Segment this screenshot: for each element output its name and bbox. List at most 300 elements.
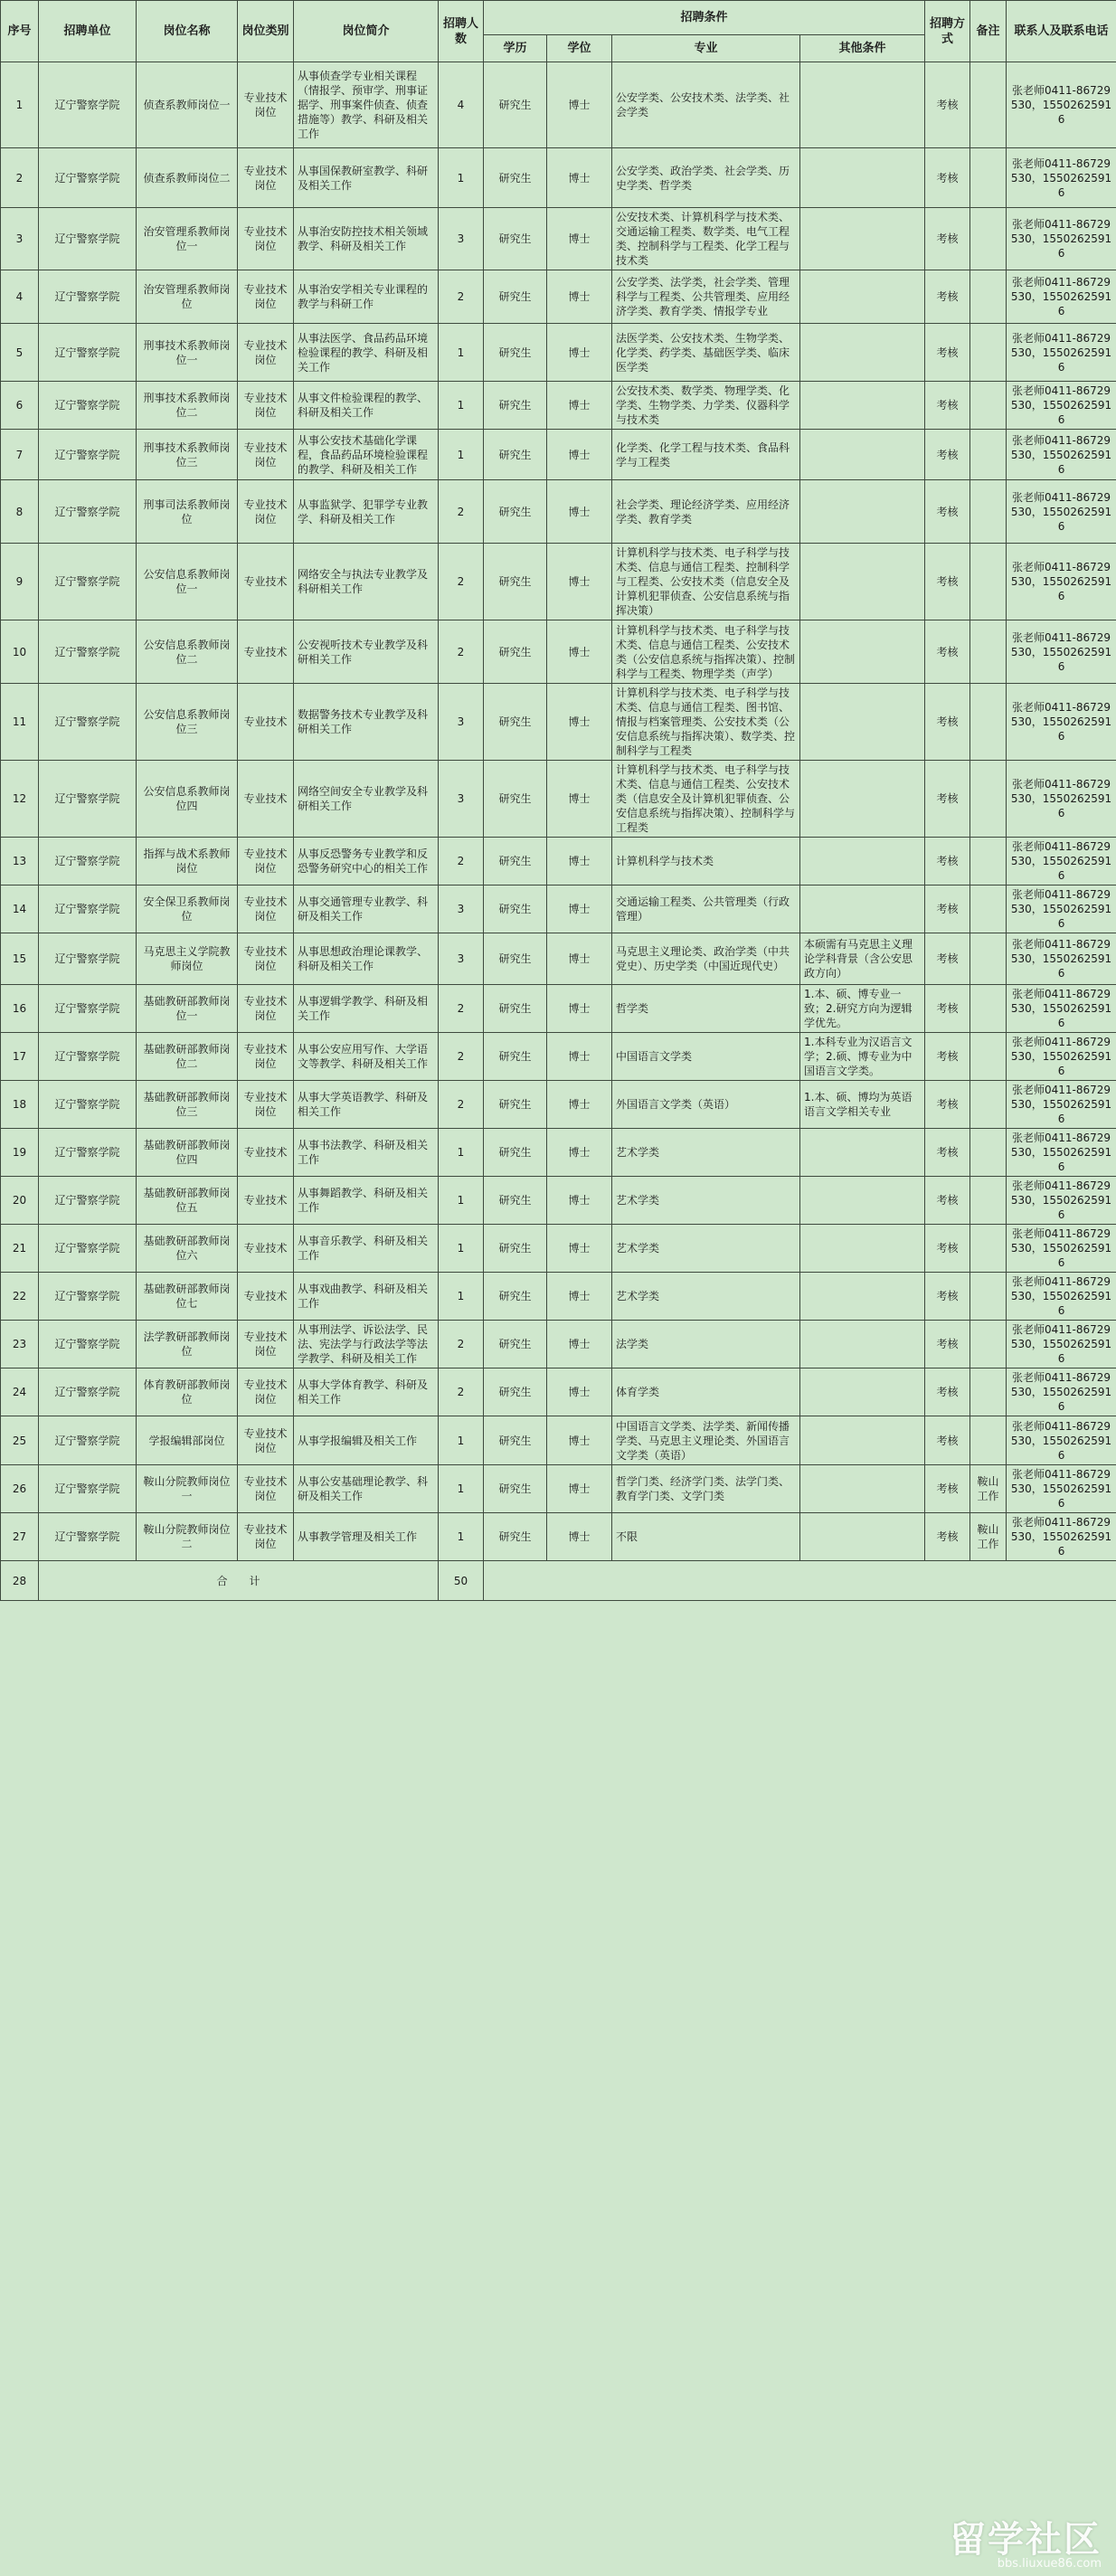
cell-seq: 4 — [1, 270, 39, 324]
watermark-logo: 留学社区 — [950, 2519, 1102, 2561]
cell-degree: 博士 — [547, 208, 612, 270]
cell-contact: 张老师0411-86729530，15502625916 — [1007, 1225, 1116, 1273]
cell-other — [800, 620, 925, 684]
cell-education: 研究生 — [484, 480, 547, 544]
cell-seq: 27 — [1, 1513, 39, 1561]
cell-method: 考核 — [925, 480, 970, 544]
cell-major: 化学类、化学工程与技术类、食品科学与工程类 — [612, 430, 800, 480]
cell-unit: 辽宁警察学院 — [39, 1416, 137, 1465]
cell-unit: 辽宁警察学院 — [39, 324, 137, 382]
cell-unit: 辽宁警察学院 — [39, 838, 137, 886]
cell-degree: 博士 — [547, 270, 612, 324]
cell-count: 2 — [439, 985, 484, 1033]
cell-other — [800, 270, 925, 324]
cell-degree: 博士 — [547, 886, 612, 933]
cell-method: 考核 — [925, 1033, 970, 1081]
cell-degree: 博士 — [547, 544, 612, 620]
cell-position: 体育教研部教师岗位 — [137, 1368, 238, 1416]
cell-unit: 辽宁警察学院 — [39, 382, 137, 430]
cell-remark — [970, 382, 1007, 430]
cell-method: 考核 — [925, 1368, 970, 1416]
cell-intro: 从事公安基础理论教学、科研及相关工作 — [294, 1465, 439, 1513]
cell-method: 考核 — [925, 1513, 970, 1561]
cell-remark — [970, 1129, 1007, 1177]
cell-degree: 博士 — [547, 1321, 612, 1368]
table-row — [1, 933, 1116, 985]
cell-method: 考核 — [925, 148, 970, 208]
cell-method: 考核 — [925, 544, 970, 620]
table-body — [1, 62, 1116, 1561]
header-contact: 联系人及联系电话 — [1007, 1, 1116, 62]
cell-seq: 2 — [1, 148, 39, 208]
cell-method: 考核 — [925, 1081, 970, 1129]
cell-category: 专业技术岗位 — [238, 430, 294, 480]
cell-education: 研究生 — [484, 838, 547, 886]
cell-category: 专业技术岗位 — [238, 1321, 294, 1368]
cell-count: 2 — [439, 480, 484, 544]
cell-count: 1 — [439, 1465, 484, 1513]
cell-position: 刑事技术系教师岗位二 — [137, 382, 238, 430]
header-count: 招聘人数 — [439, 1, 484, 62]
cell-remark — [970, 1225, 1007, 1273]
header-degree: 学位 — [547, 35, 612, 62]
table-row — [1, 985, 1116, 1033]
cell-count: 3 — [439, 761, 484, 838]
cell-count: 3 — [439, 208, 484, 270]
cell-count: 2 — [439, 1081, 484, 1129]
total-count: 50 — [439, 1561, 484, 1601]
cell-degree: 博士 — [547, 620, 612, 684]
cell-intro: 从事大学体育教学、科研及相关工作 — [294, 1368, 439, 1416]
cell-position: 基础教研部教师岗位七 — [137, 1273, 238, 1321]
cell-count: 1 — [439, 1177, 484, 1225]
cell-unit: 辽宁警察学院 — [39, 761, 137, 838]
cell-intro: 从事学报编辑及相关工作 — [294, 1416, 439, 1465]
cell-education: 研究生 — [484, 148, 547, 208]
cell-degree: 博士 — [547, 838, 612, 886]
table-row — [1, 1033, 1116, 1081]
cell-contact: 张老师0411-86729530，15502625916 — [1007, 62, 1116, 148]
cell-category: 专业技术岗位 — [238, 208, 294, 270]
cell-method: 考核 — [925, 1129, 970, 1177]
cell-remark — [970, 148, 1007, 208]
cell-other — [800, 382, 925, 430]
cell-major: 公安学类、政治学类、社会学类、历史学类、哲学类 — [612, 148, 800, 208]
cell-intro: 从事监狱学、犯罪学专业教学、科研及相关工作 — [294, 480, 439, 544]
total-seq: 28 — [1, 1561, 39, 1601]
cell-remark — [970, 430, 1007, 480]
cell-education: 研究生 — [484, 985, 547, 1033]
cell-seq: 14 — [1, 886, 39, 933]
cell-seq: 6 — [1, 382, 39, 430]
cell-other — [800, 684, 925, 761]
cell-count: 1 — [439, 1225, 484, 1273]
header-method: 招聘方式 — [925, 1, 970, 62]
cell-seq: 5 — [1, 324, 39, 382]
cell-major: 外国语言文学类（英语） — [612, 1081, 800, 1129]
table-row — [1, 886, 1116, 933]
cell-remark — [970, 684, 1007, 761]
cell-remark — [970, 270, 1007, 324]
cell-intro: 网络空间安全专业教学及科研相关工作 — [294, 761, 439, 838]
cell-education: 研究生 — [484, 1368, 547, 1416]
cell-category: 专业技术岗位 — [238, 985, 294, 1033]
cell-method: 考核 — [925, 985, 970, 1033]
cell-count: 1 — [439, 382, 484, 430]
cell-major: 社会学类、理论经济学类、应用经济学类、教育学类 — [612, 480, 800, 544]
cell-unit: 辽宁警察学院 — [39, 1368, 137, 1416]
cell-degree: 博士 — [547, 684, 612, 761]
cell-seq: 3 — [1, 208, 39, 270]
cell-education: 研究生 — [484, 270, 547, 324]
cell-intro: 从事刑法学、诉讼法学、民法、宪法学与行政法学等法学教学、科研及相关工作 — [294, 1321, 439, 1368]
cell-education: 研究生 — [484, 684, 547, 761]
watermark-site: bbs.liuxue86.com — [997, 2557, 1102, 2571]
cell-major: 公安学类、法学类，社会学类、管理科学与工程类、公共管理类、应用经济学类、教育学类、情报学专业 — [612, 270, 800, 324]
cell-contact: 张老师0411-86729530，15502625916 — [1007, 148, 1116, 208]
cell-position: 指挥与战术系教师岗位 — [137, 838, 238, 886]
cell-count: 2 — [439, 1368, 484, 1416]
cell-remark — [970, 933, 1007, 985]
cell-position: 刑事技术系教师岗位一 — [137, 324, 238, 382]
cell-seq: 1 — [1, 62, 39, 148]
cell-major: 马克思主义理论类、政治学类（中共党史）、历史学类（中国近现代史） — [612, 933, 800, 985]
cell-unit: 辽宁警察学院 — [39, 270, 137, 324]
cell-degree: 博士 — [547, 1177, 612, 1225]
cell-major: 哲学门类、经济学门类、法学门类、教育学门类、文学门类 — [612, 1465, 800, 1513]
cell-seq: 15 — [1, 933, 39, 985]
cell-method: 考核 — [925, 270, 970, 324]
cell-count: 1 — [439, 1129, 484, 1177]
cell-major: 艺术学类 — [612, 1177, 800, 1225]
cell-unit: 辽宁警察学院 — [39, 544, 137, 620]
cell-category: 专业技术岗位 — [238, 1416, 294, 1465]
cell-intro: 从事音乐教学、科研及相关工作 — [294, 1225, 439, 1273]
cell-method: 考核 — [925, 430, 970, 480]
cell-contact: 张老师0411-86729530，15502625916 — [1007, 1321, 1116, 1368]
cell-intro: 从事大学英语教学、科研及相关工作 — [294, 1081, 439, 1129]
cell-seq: 17 — [1, 1033, 39, 1081]
table-row — [1, 1368, 1116, 1416]
cell-position: 基础教研部教师岗位六 — [137, 1225, 238, 1273]
cell-education: 研究生 — [484, 208, 547, 270]
cell-count: 2 — [439, 270, 484, 324]
total-empty — [484, 1561, 1116, 1601]
cell-contact: 张老师0411-86729530，15502625916 — [1007, 684, 1116, 761]
cell-category: 专业技术岗位 — [238, 382, 294, 430]
cell-unit: 辽宁警察学院 — [39, 430, 137, 480]
cell-intro: 从事治安防控技术相关领域教学、科研及相关工作 — [294, 208, 439, 270]
cell-contact: 张老师0411-86729530，15502625916 — [1007, 1513, 1116, 1561]
cell-contact: 张老师0411-86729530，15502625916 — [1007, 1033, 1116, 1081]
cell-category: 专业技术 — [238, 1225, 294, 1273]
cell-intro: 从事戏曲教学、科研及相关工作 — [294, 1273, 439, 1321]
header-education: 学历 — [484, 35, 547, 62]
cell-other — [800, 480, 925, 544]
cell-other — [800, 430, 925, 480]
cell-major: 公安技术类、数学类、物理学类、化学类、生物学类、力学类、仪器科学与技术类 — [612, 382, 800, 430]
cell-count: 2 — [439, 838, 484, 886]
cell-remark — [970, 324, 1007, 382]
table-row — [1, 1129, 1116, 1177]
cell-intro: 从事思想政治理论课教学、科研及相关工作 — [294, 933, 439, 985]
cell-count: 1 — [439, 1273, 484, 1321]
cell-method: 考核 — [925, 761, 970, 838]
cell-remark — [970, 1321, 1007, 1368]
header-intro: 岗位简介 — [294, 1, 439, 62]
total-label: 合 计 — [39, 1561, 439, 1601]
cell-position: 公安信息系教师岗位一 — [137, 544, 238, 620]
cell-count: 1 — [439, 1513, 484, 1561]
site-watermark — [950, 2511, 1102, 2571]
cell-unit: 辽宁警察学院 — [39, 1513, 137, 1561]
cell-category: 专业技术岗位 — [238, 324, 294, 382]
cell-position: 公安信息系教师岗位三 — [137, 684, 238, 761]
cell-education: 研究生 — [484, 1225, 547, 1273]
cell-position: 安全保卫系教师岗位 — [137, 886, 238, 933]
cell-degree: 博士 — [547, 148, 612, 208]
cell-category: 专业技术 — [238, 761, 294, 838]
cell-count: 3 — [439, 886, 484, 933]
cell-count: 1 — [439, 148, 484, 208]
cell-position: 侦查系教师岗位一 — [137, 62, 238, 148]
table-row — [1, 544, 1116, 620]
cell-method: 考核 — [925, 838, 970, 886]
cell-degree: 博士 — [547, 382, 612, 430]
cell-seq: 23 — [1, 1321, 39, 1368]
cell-category: 专业技术 — [238, 1177, 294, 1225]
cell-contact: 张老师0411-86729530，15502625916 — [1007, 620, 1116, 684]
cell-seq: 20 — [1, 1177, 39, 1225]
cell-degree: 博士 — [547, 480, 612, 544]
cell-unit: 辽宁警察学院 — [39, 684, 137, 761]
cell-intro: 从事公安技术基础化学课程，食品药品环境检验课程的教学、科研及相关工作 — [294, 430, 439, 480]
cell-other — [800, 1177, 925, 1225]
cell-contact: 张老师0411-86729530，15502625916 — [1007, 1081, 1116, 1129]
cell-other — [800, 838, 925, 886]
cell-category: 专业技术岗位 — [238, 1033, 294, 1081]
cell-intro: 从事侦查学专业相关课程（情报学、预审学、刑事证据学、刑事案件侦查、侦查措施等）教学、科研及相关工作 — [294, 62, 439, 148]
header-category: 岗位类别 — [238, 1, 294, 62]
cell-major: 公安学类、公安技术类、法学类、社会学类 — [612, 62, 800, 148]
cell-category: 专业技术岗位 — [238, 886, 294, 933]
cell-degree: 博士 — [547, 985, 612, 1033]
cell-contact: 张老师0411-86729530，15502625916 — [1007, 886, 1116, 933]
cell-other — [800, 1513, 925, 1561]
cell-method: 考核 — [925, 933, 970, 985]
cell-position: 治安管理系教师岗位一 — [137, 208, 238, 270]
header-row-1 — [1, 1, 1116, 35]
cell-remark — [970, 886, 1007, 933]
cell-category: 专业技术 — [238, 1129, 294, 1177]
cell-contact: 张老师0411-86729530，15502625916 — [1007, 933, 1116, 985]
cell-category: 专业技术 — [238, 544, 294, 620]
cell-education: 研究生 — [484, 544, 547, 620]
cell-education: 研究生 — [484, 1321, 547, 1368]
cell-count: 2 — [439, 1321, 484, 1368]
cell-position: 马克思主义学院教师岗位 — [137, 933, 238, 985]
cell-remark — [970, 544, 1007, 620]
cell-unit: 辽宁警察学院 — [39, 1033, 137, 1081]
cell-intro: 从事治安学相关专业课程的教学与科研工作 — [294, 270, 439, 324]
cell-other — [800, 324, 925, 382]
cell-major: 艺术学类 — [612, 1225, 800, 1273]
cell-major: 计算机科学与技术类、电子科学与技术类、信息与通信工程类、图书馆、情报与档案管理类、公安技术类（公安信息系统与指挥决策）、数学类、控制科学与工程类 — [612, 684, 800, 761]
table-row — [1, 761, 1116, 838]
cell-remark — [970, 620, 1007, 684]
table-row — [1, 208, 1116, 270]
cell-category: 专业技术岗位 — [238, 1368, 294, 1416]
cell-count: 4 — [439, 62, 484, 148]
cell-method: 考核 — [925, 1321, 970, 1368]
cell-degree: 博士 — [547, 1033, 612, 1081]
cell-remark — [970, 208, 1007, 270]
cell-method: 考核 — [925, 324, 970, 382]
cell-seq: 7 — [1, 430, 39, 480]
cell-category: 专业技术 — [238, 620, 294, 684]
cell-other: 1.本、硕、博均为英语语言文学相关专业 — [800, 1081, 925, 1129]
cell-education: 研究生 — [484, 1416, 547, 1465]
cell-method: 考核 — [925, 620, 970, 684]
cell-category: 专业技术岗位 — [238, 838, 294, 886]
cell-unit: 辽宁警察学院 — [39, 620, 137, 684]
cell-education: 研究生 — [484, 62, 547, 148]
table-row — [1, 1081, 1116, 1129]
cell-count: 3 — [439, 933, 484, 985]
cell-other: 1.本、硕、博专业一致；2.研究方向为逻辑学优先。 — [800, 985, 925, 1033]
header-seq: 序号 — [1, 1, 39, 62]
cell-other — [800, 761, 925, 838]
header-other: 其他条件 — [800, 35, 925, 62]
cell-position: 公安信息系教师岗位四 — [137, 761, 238, 838]
table-row — [1, 382, 1116, 430]
cell-degree: 博士 — [547, 62, 612, 148]
cell-unit: 辽宁警察学院 — [39, 62, 137, 148]
table-row — [1, 270, 1116, 324]
cell-education: 研究生 — [484, 324, 547, 382]
cell-contact: 张老师0411-86729530，15502625916 — [1007, 1416, 1116, 1465]
cell-education: 研究生 — [484, 1033, 547, 1081]
cell-major: 不限 — [612, 1513, 800, 1561]
cell-remark — [970, 1273, 1007, 1321]
cell-intro: 从事书法教学、科研及相关工作 — [294, 1129, 439, 1177]
cell-position: 法学教研部教师岗位 — [137, 1321, 238, 1368]
cell-other — [800, 1225, 925, 1273]
cell-unit: 辽宁警察学院 — [39, 148, 137, 208]
cell-count: 1 — [439, 430, 484, 480]
table-row — [1, 1416, 1116, 1465]
cell-major: 中国语言文学类、法学类、新闻传播学类、马克思主义理论类、外国语言文学类（英语） — [612, 1416, 800, 1465]
cell-major: 艺术学类 — [612, 1129, 800, 1177]
cell-degree: 博士 — [547, 933, 612, 985]
cell-seq: 26 — [1, 1465, 39, 1513]
cell-contact: 张老师0411-86729530，15502625916 — [1007, 1465, 1116, 1513]
cell-degree: 博士 — [547, 1225, 612, 1273]
cell-other — [800, 62, 925, 148]
cell-other: 本硕需有马克思主义理论学科背景（含公安思政方向） — [800, 933, 925, 985]
cell-position: 基础教研部教师岗位三 — [137, 1081, 238, 1129]
cell-education: 研究生 — [484, 1081, 547, 1129]
cell-contact: 张老师0411-86729530，15502625916 — [1007, 480, 1116, 544]
cell-remark — [970, 761, 1007, 838]
cell-remark: 鞍山工作 — [970, 1465, 1007, 1513]
total-row — [1, 1561, 1116, 1601]
cell-seq: 16 — [1, 985, 39, 1033]
cell-category: 专业技术岗位 — [238, 1465, 294, 1513]
cell-contact: 张老师0411-86729530，15502625916 — [1007, 1129, 1116, 1177]
cell-contact: 张老师0411-86729530，15502625916 — [1007, 985, 1116, 1033]
table-row — [1, 1177, 1116, 1225]
cell-method: 考核 — [925, 684, 970, 761]
cell-intro: 数据警务技术专业教学及科研相关工作 — [294, 684, 439, 761]
cell-category: 专业技术岗位 — [238, 1513, 294, 1561]
cell-intro: 从事文件检验课程的教学、科研及相关工作 — [294, 382, 439, 430]
cell-category: 专业技术岗位 — [238, 148, 294, 208]
cell-contact: 张老师0411-86729530，15502625916 — [1007, 1177, 1116, 1225]
cell-other — [800, 1416, 925, 1465]
cell-unit: 辽宁警察学院 — [39, 1273, 137, 1321]
cell-position: 基础教研部教师岗位五 — [137, 1177, 238, 1225]
cell-intro: 从事教学管理及相关工作 — [294, 1513, 439, 1561]
cell-education: 研究生 — [484, 382, 547, 430]
cell-contact: 张老师0411-86729530，15502625916 — [1007, 430, 1116, 480]
cell-unit: 辽宁警察学院 — [39, 1321, 137, 1368]
cell-method: 考核 — [925, 1177, 970, 1225]
table-row — [1, 480, 1116, 544]
cell-seq: 10 — [1, 620, 39, 684]
cell-education: 研究生 — [484, 430, 547, 480]
cell-education: 研究生 — [484, 1513, 547, 1561]
cell-position: 基础教研部教师岗位一 — [137, 985, 238, 1033]
cell-position: 鞍山分院教师岗位二 — [137, 1513, 238, 1561]
cell-unit: 辽宁警察学院 — [39, 208, 137, 270]
cell-contact: 张老师0411-86729530，15502625916 — [1007, 1368, 1116, 1416]
cell-contact: 张老师0411-86729530，15502625916 — [1007, 761, 1116, 838]
cell-seq: 25 — [1, 1416, 39, 1465]
cell-other — [800, 1129, 925, 1177]
cell-seq: 22 — [1, 1273, 39, 1321]
cell-major: 计算机科学与技术类、电子科学与技术类、信息与通信工程类、公安技术类（信息安全及计算机犯罪侦查、公安信息系统与指挥决策）、控制科学与工程类 — [612, 761, 800, 838]
cell-education: 研究生 — [484, 1177, 547, 1225]
header-major: 专业 — [612, 35, 800, 62]
cell-unit: 辽宁警察学院 — [39, 1129, 137, 1177]
cell-count: 3 — [439, 684, 484, 761]
cell-major: 哲学类 — [612, 985, 800, 1033]
table-row — [1, 1513, 1116, 1561]
table-row — [1, 1465, 1116, 1513]
cell-unit: 辽宁警察学院 — [39, 1225, 137, 1273]
table-row — [1, 430, 1116, 480]
cell-intro: 从事国保教研室教学、科研及相关工作 — [294, 148, 439, 208]
cell-count: 2 — [439, 620, 484, 684]
cell-category: 专业技术岗位 — [238, 933, 294, 985]
cell-position: 学报编辑部岗位 — [137, 1416, 238, 1465]
cell-contact: 张老师0411-86729530，15502625916 — [1007, 1273, 1116, 1321]
cell-major: 体育学类 — [612, 1368, 800, 1416]
cell-contact: 张老师0411-86729530，15502625916 — [1007, 838, 1116, 886]
cell-seq: 8 — [1, 480, 39, 544]
table-row — [1, 620, 1116, 684]
cell-degree: 博士 — [547, 1129, 612, 1177]
cell-remark — [970, 1081, 1007, 1129]
cell-major: 法医学类、公安技术类、生物学类、化学类、药学类、基础医学类、临床医学类 — [612, 324, 800, 382]
cell-contact: 张老师0411-86729530，15502625916 — [1007, 324, 1116, 382]
cell-remark — [970, 1033, 1007, 1081]
cell-seq: 13 — [1, 838, 39, 886]
cell-count: 2 — [439, 544, 484, 620]
cell-category: 专业技术岗位 — [238, 1081, 294, 1129]
table-row — [1, 1225, 1116, 1273]
